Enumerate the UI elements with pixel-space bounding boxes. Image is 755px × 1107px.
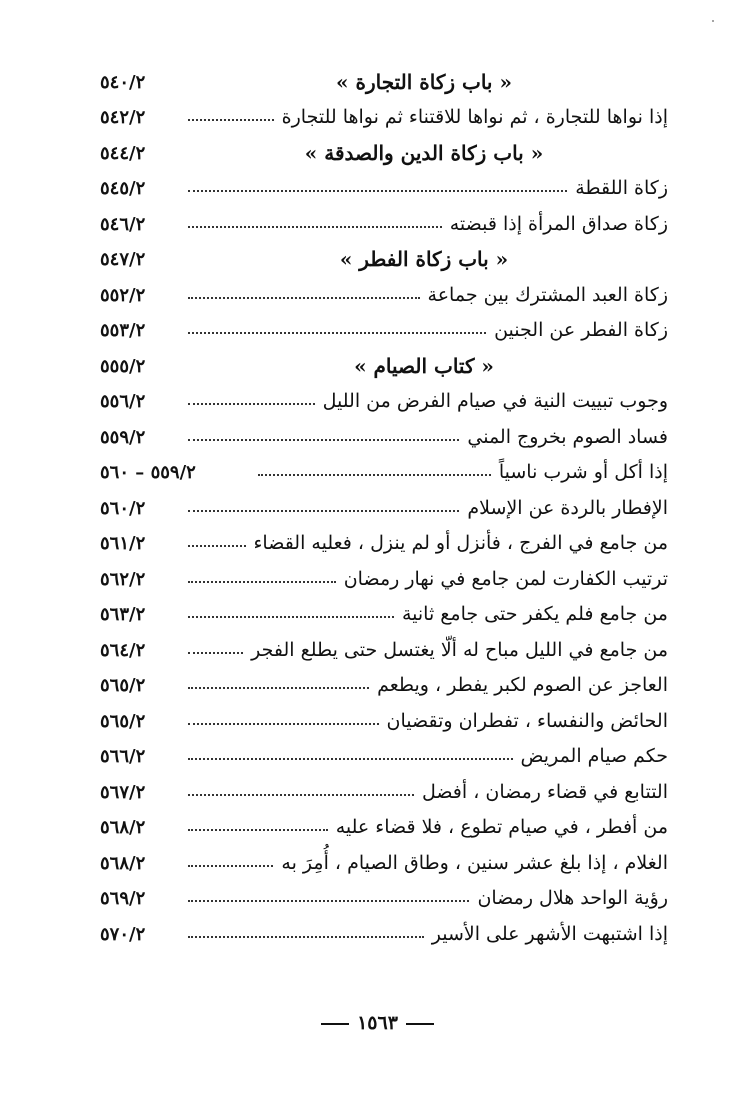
dot-leader	[188, 616, 394, 618]
toc-entry-title: زكاة الفطر عن الجنين	[494, 319, 668, 342]
toc-entry-title: زكاة العبد المشترك بين جماعة	[427, 283, 668, 306]
toc-page-ref: ٥٦٢/٢	[100, 568, 146, 590]
toc-section-title: « باب زكاة الفطر »	[339, 247, 509, 271]
dot-leader	[188, 190, 567, 192]
toc-entry	[100, 449, 668, 485]
toc-page-ref: ٥٤٠/٢	[100, 71, 146, 93]
dot-leader	[188, 510, 459, 512]
toc-entry-title: فساد الصوم بخروج المني	[467, 425, 668, 448]
toc-entry-title: حكم صيام المريض	[520, 745, 668, 768]
toc-entry-title: زكاة صداق المرأة إذا قبضته	[449, 212, 668, 235]
toc-page-ref: ٥٥٣/٢	[100, 320, 146, 342]
toc-page-ref: ٥٦٤/٢	[100, 639, 146, 661]
toc-entry-title: التتابع في قضاء رمضان ، أفضل	[421, 780, 668, 803]
toc-entry	[100, 94, 668, 130]
toc-entry	[100, 165, 668, 201]
toc-page-ref: ٥٥٩/٢	[100, 426, 146, 448]
toc-page-ref: ٥٦٨/٢	[100, 817, 146, 839]
dot-leader	[188, 900, 469, 902]
toc-entry-title: إذا أكل أو شرب ناسياً	[498, 461, 668, 484]
dot-leader	[188, 403, 315, 405]
toc-entry	[100, 200, 668, 236]
dot-leader	[188, 332, 486, 334]
toc-page-ref: ٥٦١/٢	[100, 533, 146, 555]
toc-entry	[100, 733, 668, 769]
toc-entry	[100, 591, 668, 627]
dot-leader	[188, 936, 424, 938]
folio-dash	[321, 1023, 349, 1025]
toc-section-heading	[100, 236, 668, 272]
toc-entry-title: إذا نواها للتجارة ، ثم نواها للاقتناء ثم نواها للتجارة	[281, 106, 668, 129]
dot-leader	[188, 297, 420, 299]
toc-entry-title: إذا اشتبهت الأشهر على الأسير	[431, 922, 668, 945]
dot-leader	[258, 474, 491, 476]
dot-leader	[188, 687, 369, 689]
toc-entry-title: رؤية الواحد هلال رمضان	[477, 887, 668, 910]
toc-entry-title: الإفطار بالردة عن الإسلام	[467, 496, 668, 519]
page-number	[0, 1012, 755, 1034]
toc-entry-title: من جامع في الليل مباح له ألّا يغتسل حتى يطلع الفجر	[251, 638, 668, 661]
toc-section-title: « باب زكاة التجارة »	[336, 69, 512, 94]
toc-section-title: « باب زكاة الدين والصدقة »	[304, 140, 544, 165]
toc-page-ref: ٥٦٠/٢	[100, 497, 146, 519]
toc-entry	[100, 768, 668, 804]
toc-page-ref: ٥٦٥/٢	[100, 710, 146, 732]
toc-page-ref: ٥٥٢/٢	[100, 284, 146, 306]
toc-entry	[100, 662, 668, 698]
toc-entry-title: العاجز عن الصوم لكبر يفطر ، ويطعم	[377, 674, 668, 697]
dot-leader	[188, 581, 336, 583]
toc-entry	[100, 697, 668, 733]
toc-entry-title: الحائض والنفساء ، تفطران وتقضيان	[386, 709, 668, 732]
toc-page-ref: ٥٦٣/٢	[100, 604, 146, 626]
toc-page-ref: ٥٦٥/٢	[100, 675, 146, 697]
toc-page-ref: ٥٦٩/٢	[100, 888, 146, 910]
toc-entry	[100, 307, 668, 343]
toc-page-ref: ٥٤٧/٢	[100, 249, 146, 271]
toc-entry	[100, 839, 668, 875]
dot-leader	[188, 758, 513, 760]
toc-page-ref: ٥٥٩/٢ – ٥٦٠	[100, 462, 196, 484]
toc-section-heading	[100, 129, 668, 165]
toc-entry	[100, 271, 668, 307]
dot-leader	[188, 119, 274, 121]
toc-entry	[100, 484, 668, 520]
toc-page-ref: ٥٦٨/٢	[100, 852, 146, 874]
toc-page-ref: ٥٥٥/٢	[100, 355, 146, 377]
toc-section-title: « كتاب الصيام »	[354, 353, 494, 378]
toc-entry-title: ترتيب الكفارت لمن جامع في نهار رمضان	[343, 567, 668, 590]
toc-entry	[100, 520, 668, 556]
toc-page-ref: ٥٦٦/٢	[100, 746, 146, 768]
toc-page-ref: ٥٥٦/٢	[100, 391, 146, 413]
dot-leader	[188, 226, 442, 228]
toc-entry-title: زكاة اللقطة	[575, 177, 668, 200]
toc-entry	[100, 626, 668, 662]
table-of-contents	[100, 58, 668, 946]
toc-page-ref: ٥٤٢/٢	[100, 107, 146, 129]
toc-entry-title: من أفطر ، في صيام تطوع ، فلا قضاء عليه	[335, 816, 668, 839]
toc-entry	[100, 555, 668, 591]
toc-entry-title: الغلام ، إذا بلغ عشر سنين ، وطاق الصيام ، أُمِرَ به	[281, 851, 668, 874]
dot-leader	[188, 652, 243, 654]
dot-leader	[188, 723, 379, 725]
toc-page-ref: ٥٤٥/٢	[100, 178, 146, 200]
dot-leader	[188, 829, 328, 831]
toc-entry-title: من جامع في الفرج ، فأنزل أو لم ينزل ، فعليه القضاء	[253, 532, 668, 555]
dot-leader	[188, 794, 414, 796]
dot-leader	[188, 545, 246, 547]
toc-entry-title: من جامع فلم يكفر حتى جامع ثانية	[401, 603, 668, 626]
toc-entry	[100, 378, 668, 414]
dot-leader	[188, 865, 273, 867]
toc-page-ref: ٥٧٠/٢	[100, 923, 146, 945]
folio-dash	[406, 1023, 434, 1025]
folio-number: ١٥٦٣	[357, 1012, 398, 1034]
toc-entry	[100, 910, 668, 946]
toc-section-heading	[100, 58, 668, 94]
toc-entry	[100, 413, 668, 449]
toc-page-ref: ٥٦٧/٢	[100, 781, 146, 803]
toc-page-ref: ٥٤٦/٢	[100, 213, 146, 235]
toc-entry-title: وجوب تبييت النية في صيام الفرض من الليل	[322, 390, 668, 413]
toc-entry	[100, 875, 668, 911]
dot-leader	[188, 439, 459, 441]
toc-section-heading	[100, 342, 668, 378]
scan-speck	[712, 20, 714, 22]
toc-entry	[100, 804, 668, 840]
toc-page-ref: ٥٤٤/٢	[100, 142, 146, 164]
